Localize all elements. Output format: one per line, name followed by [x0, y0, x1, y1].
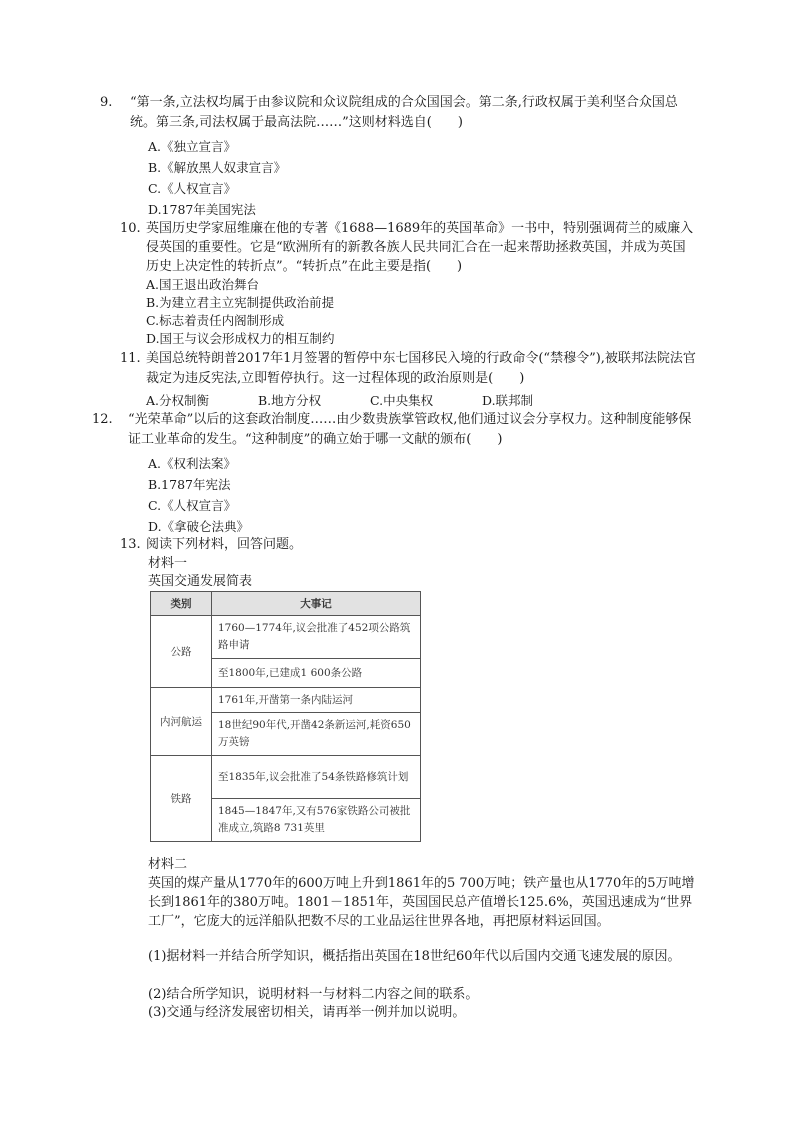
option-d[interactable]: D.《拿破仑法典》: [148, 519, 250, 534]
category-cell: 内河航运: [151, 688, 212, 756]
sub-question-2: (2)结合所学知识，说明材料一与材料二内容之间的联系。: [148, 987, 479, 1002]
option-d[interactable]: D.国王与议会形成权力的相互制约: [146, 331, 335, 346]
question-number: 11.: [120, 351, 141, 366]
question-stem: 英国历史学家屈维廉在他的专著《1688—1689年的英国革命》一书中，特别强调荷兰的威廉入侵英国的重要性。它是“欧洲所有的新教各族人民共同汇合在一起来帮助拯救英国，并成为英国历史上决定性的转折点”。“转折点”在此主要是指( ): [146, 221, 694, 274]
option-a[interactable]: A.《独立宣言》: [148, 139, 237, 154]
question-9: [100, 93, 698, 220]
table-header-row: [151, 592, 421, 616]
question-13: [120, 535, 698, 555]
table-title: 英国交通发展简表: [148, 574, 253, 589]
option-c[interactable]: C.《人权宣言》: [148, 181, 237, 196]
question-number: 12.: [92, 412, 113, 427]
question-stem: 阅读下列材料，回答问题。: [146, 537, 303, 552]
option-b[interactable]: B.1787年宪法: [148, 477, 231, 492]
question-number: 10.: [120, 221, 141, 236]
material-1-label: 材料一: [148, 556, 188, 571]
event-cell: 1845—1847年,又有576家铁路公司被批准成立,筑路8 731英里: [212, 799, 421, 842]
option-c[interactable]: C.《人权宣言》: [148, 498, 237, 513]
category-cell: 公路: [151, 616, 212, 688]
question-12: [92, 410, 698, 537]
sub-question-1: (1)据材料一并结合所学知识，概括指出英国在18世纪60年代以后国内交通飞速发展的原因。: [148, 949, 681, 964]
question-number: 9.: [100, 95, 113, 110]
table-row: [151, 616, 421, 659]
event-cell: 1761年,开凿第一条内陆运河: [212, 688, 421, 713]
event-cell: 18世纪90年代,开凿42条新运河,耗资650万英镑: [212, 713, 421, 756]
event-cell: 至1835年,议会批准了54条铁路修筑计划: [212, 756, 421, 799]
table-row: [151, 688, 421, 713]
option-a[interactable]: A.分权制衡: [146, 393, 210, 408]
question-10: [120, 219, 698, 348]
option-d[interactable]: D.联邦制: [482, 393, 534, 408]
option-c[interactable]: C.标志着责任内阁制形成: [146, 313, 285, 328]
transport-table: [150, 591, 421, 842]
material-2-label: 材料二: [148, 857, 188, 872]
event-cell: 至1800年,已建成1 600条公路: [212, 659, 421, 688]
header-category: 类别: [151, 592, 212, 616]
option-b[interactable]: B.地方分权: [258, 393, 322, 408]
event-cell: 1760—1774年,议会批准了452项公路筑路申请: [212, 616, 421, 659]
question-stem: 美国总统特朗普2017年1月签署的暂停中东七国移民入境的行政命令(“禁穆令”),被联邦法院法官裁定为违反宪法,立即暂停执行。这一过程体现的政治原则是( ): [146, 351, 696, 386]
option-a[interactable]: A.《权利法案》: [148, 456, 237, 471]
option-a[interactable]: A.国王退出政治舞台: [146, 277, 260, 292]
question-stem: “光荣革命”以后的这套政治制度……由少数贵族掌管政权,他们通过议会分享权力。这种制度能够保证工业革命的发生。“这种制度”的确立始于哪一文献的颁布( ): [128, 412, 692, 447]
header-events: 大事记: [212, 592, 421, 616]
option-b[interactable]: B.《解放黑人奴隶宣言》: [148, 160, 287, 175]
material-2-text: 英国的煤产量从1770年的600万吨上升到1861年的5 700万吨；铁产量也从1770年的5万吨增长到1861年的380万吨。1801－1851年，英国国民总产值增长125.6%，英国迅速成为“世界工厂”，它庞大的远洋船队把数不尽的工业品运往世界各地，再把原材料运回国。: [148, 876, 695, 929]
question-stem: “第一条,立法权均属于由参议院和众议院组成的合众国国会。第二条,行政权属于美利坚合众国总统。第三条,司法权属于最高法院……”这则材料选自( ): [130, 95, 678, 130]
category-cell: 铁路: [151, 756, 212, 842]
option-b[interactable]: B.为建立君主立宪制提供政治前提: [146, 295, 335, 310]
question-11: [120, 349, 698, 411]
sub-question-3: (3)交通与经济发展密切相关，请再举一例并加以说明。: [148, 1005, 466, 1020]
option-c[interactable]: C.中央集权: [370, 393, 434, 408]
question-number: 13.: [120, 537, 141, 552]
option-d[interactable]: D.1787年美国宪法: [148, 202, 256, 217]
table-row: [151, 756, 421, 799]
